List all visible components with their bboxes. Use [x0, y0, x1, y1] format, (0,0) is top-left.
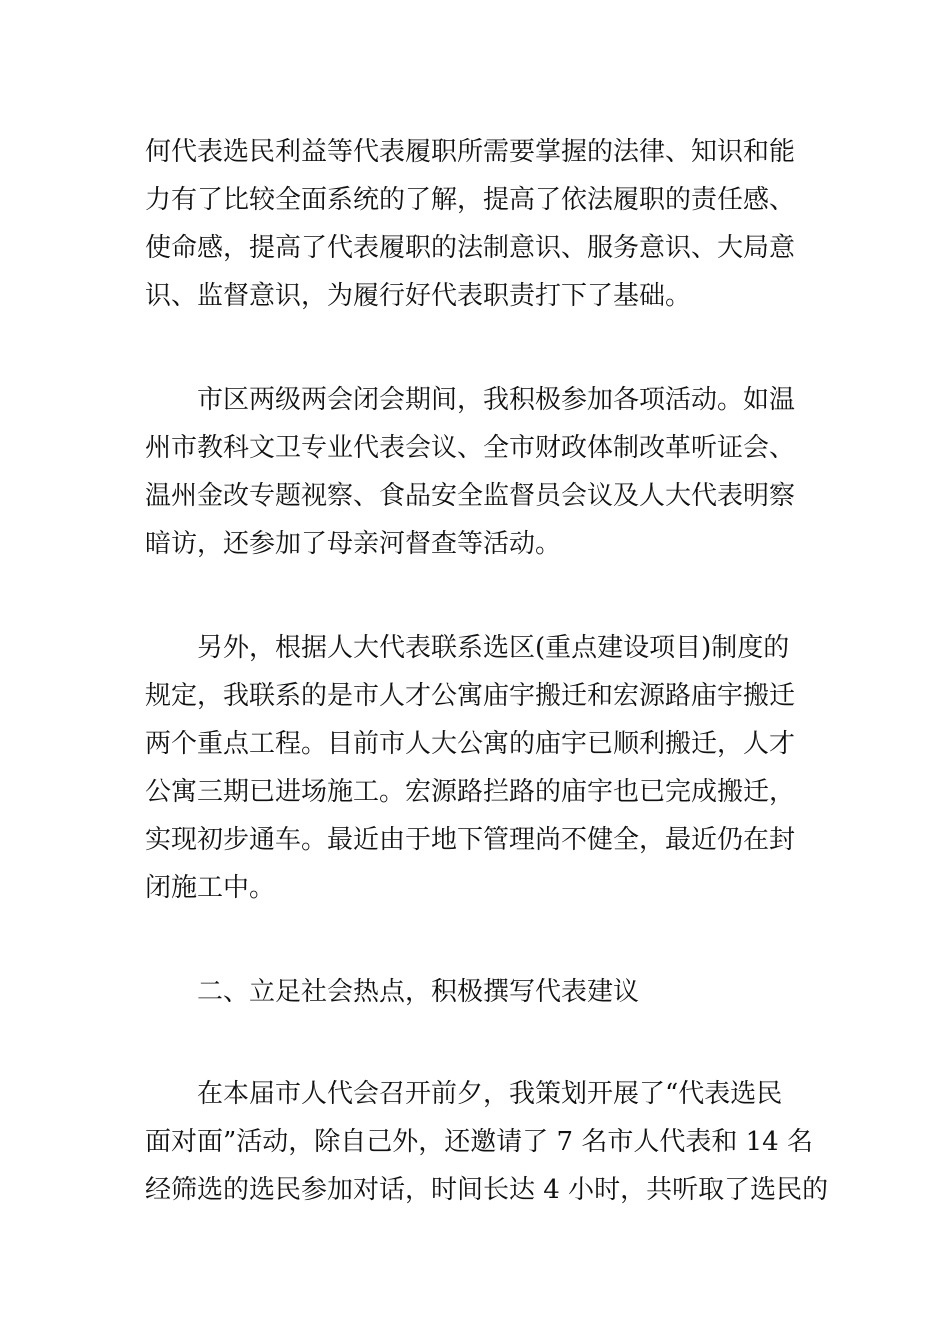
- text-line: 面对面”活动，除自己外，还邀请了 7 名市人代表和 14 名: [145, 1127, 813, 1157]
- text-line: 两个重点工程。目前市人大公寓的庙宇已顺利搬迁，人才: [145, 729, 796, 759]
- text-line: 何代表选民利益等代表履职所需要掌握的法律、知识和能: [145, 137, 796, 167]
- text-line: 规定，我联系的是市人才公寓庙宇搬迁和宏源路庙宇搬迁: [145, 681, 796, 711]
- text-line: 温州金改专题视察、食品安全监督员会议及人大代表明察: [145, 481, 796, 511]
- text-line: 市区两级两会闭会期间，我积极参加各项活动。如温: [197, 385, 796, 415]
- paragraph-3: [145, 624, 805, 912]
- text-line: 公寓三期已进场施工。宏源路拦路的庙宇也已完成搬迁，: [145, 777, 796, 807]
- text-line: 在本届市人代会召开前夕，我策划开展了“代表选民: [197, 1079, 783, 1109]
- text-line: 另外，根据人大代表联系选区(重点建设项目)制度的: [197, 633, 790, 663]
- text-line: 州市教科文卫专业代表会议、全市财政体制改革听证会、: [145, 433, 796, 463]
- text-line: 经筛选的选民参加对话，时间长达 4 小时，共听取了选民的: [145, 1175, 829, 1205]
- text-line: 使命感，提高了代表履职的法制意识、服务意识、大局意: [145, 233, 796, 263]
- paragraph-5: [145, 1070, 829, 1214]
- paragraph-2: [145, 376, 805, 568]
- paragraph-1: [145, 128, 805, 320]
- text-line: 实现初步通车。最近由于地下管理尚不健全，最近仍在封: [145, 825, 796, 855]
- text-line: 识、监督意识，为履行好代表职责打下了基础。: [145, 281, 692, 311]
- section-heading: [145, 968, 805, 1016]
- text-line: 暗访，还参加了母亲河督查等活动。: [145, 529, 562, 559]
- text-line: 闭施工中。: [145, 873, 276, 903]
- text-line: 力有了比较全面系统的了解，提高了依法履职的责任感、: [145, 185, 796, 215]
- heading-text: 二、立足社会热点，积极撰写代表建议: [197, 977, 640, 1007]
